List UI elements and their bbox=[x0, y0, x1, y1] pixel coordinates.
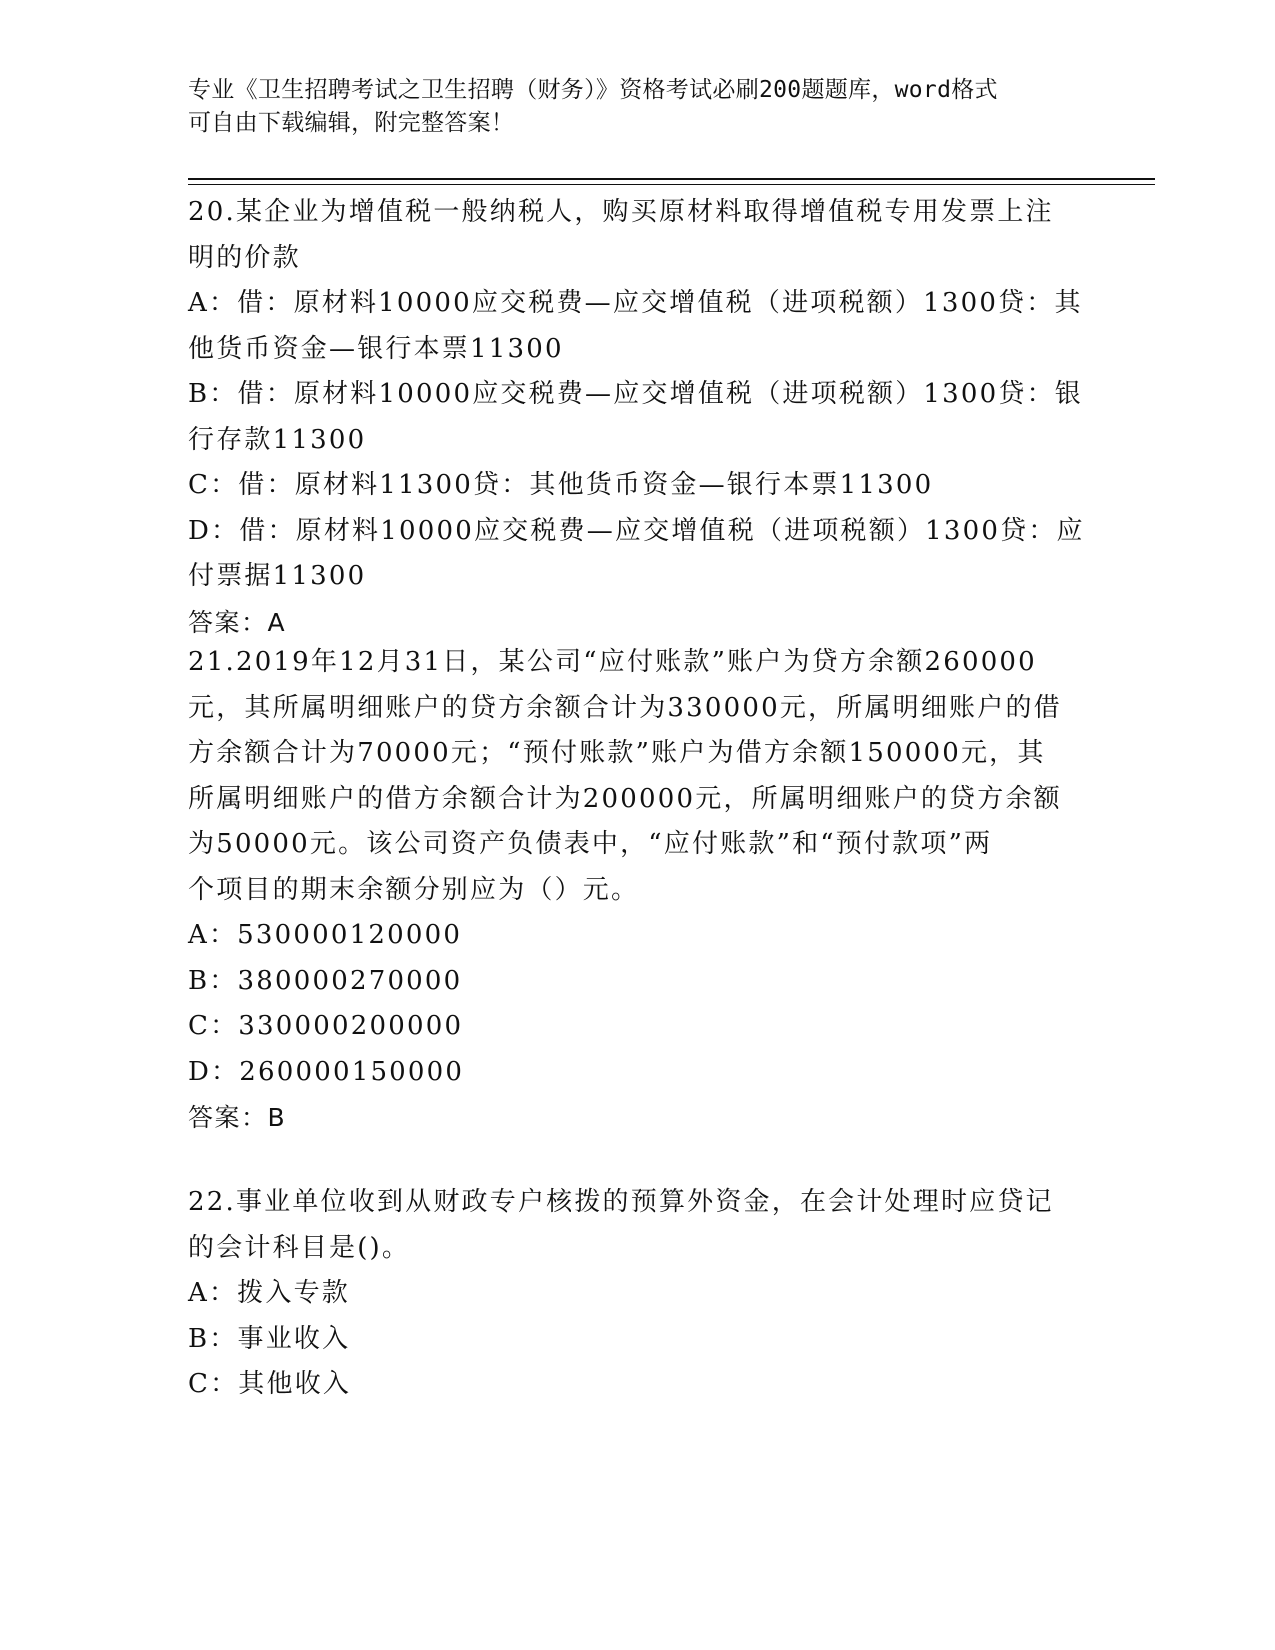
question-21-text-line-2: 元，其所属明细账户的贷方余额合计为330000元，所属明细账户的借 bbox=[188, 692, 1062, 723]
question-21-text-line-5: 为50000元。该公司资产负债表中，“应付账款”和“预付款项”两 bbox=[188, 829, 993, 859]
question-22-text-line-2: 的会计科目是()。 bbox=[188, 1232, 411, 1263]
question-20-answer: 答案：A bbox=[188, 607, 287, 637]
question-20-option-b-line-2: 行存款11300 bbox=[188, 424, 367, 455]
question-21-text-line-6: 个项目的期末余额分别应为（）元。 bbox=[188, 874, 640, 905]
question-20-option-b-line-1: B：借：原材料10000应交税费—应交增值税（进项税额）1300贷：银 bbox=[188, 379, 1083, 409]
question-22-option-b: B：事业收入 bbox=[188, 1323, 351, 1354]
question-20-option-a-line-1: A：借：原材料10000应交税费—应交增值税（进项税额）1300贷：其 bbox=[188, 288, 1083, 318]
header-divider-thick bbox=[188, 178, 1155, 180]
question-20-option-d-line-2: 付票据11300 bbox=[188, 561, 367, 591]
header-line-1: 专业《卫生招聘考试之卫生招聘（财务）》资格考试必刷200题题库，word格式 bbox=[188, 77, 998, 103]
question-22-option-c: C：其他收入 bbox=[188, 1369, 352, 1399]
question-22-text-line-1: 22.事业单位收到从财政专户核拨的预算外资金，在会计处理时应贷记 bbox=[188, 1187, 1054, 1217]
question-21-answer: 答案：B bbox=[188, 1103, 287, 1132]
question-21-text-line-4: 所属明细账户的借方余额合计为200000元，所属明细账户的贷方余额 bbox=[188, 783, 1062, 814]
document-header bbox=[188, 74, 1068, 140]
question-21-option-c: C：330000200000 bbox=[188, 1011, 464, 1041]
question-21-option-b: B：380000270000 bbox=[188, 965, 463, 996]
question-22 bbox=[188, 1180, 1088, 1408]
question-20-option-c: C：借：原材料11300贷：其他货币资金—银行本票11300 bbox=[188, 470, 934, 500]
question-22-option-a: A：拨入专款 bbox=[188, 1278, 350, 1308]
question-21-option-a: A：530000120000 bbox=[188, 920, 463, 950]
header-line-2: 可自由下载编辑，附完整答案！ bbox=[188, 110, 515, 136]
question-21-text-line-1: 21.2019年12月31日，某公司“应付账款”账户为贷方余额260000 bbox=[188, 647, 1037, 677]
question-20-option-a-line-2: 他货币资金—银行本票11300 bbox=[188, 333, 564, 364]
question-20-text-line-2: 明的价款 bbox=[188, 242, 301, 273]
question-20-option-d-line-1: D：借：原材料10000应交税费—应交增值税（进项税额）1300贷：应 bbox=[188, 515, 1085, 546]
question-21-option-d: D：260000150000 bbox=[188, 1056, 465, 1087]
question-20 bbox=[188, 190, 1088, 640]
question-list bbox=[188, 190, 1088, 1408]
question-21 bbox=[188, 640, 1088, 1180]
header-divider-thin bbox=[188, 184, 1155, 185]
question-21-text-line-3: 方余额合计为70000元；“预付账款”账户为借方余额150000元，其 bbox=[188, 738, 1046, 768]
question-20-text-line-1: 20.某企业为增值税一般纳税人，购买原材料取得增值税专用发票上注 bbox=[188, 197, 1054, 227]
